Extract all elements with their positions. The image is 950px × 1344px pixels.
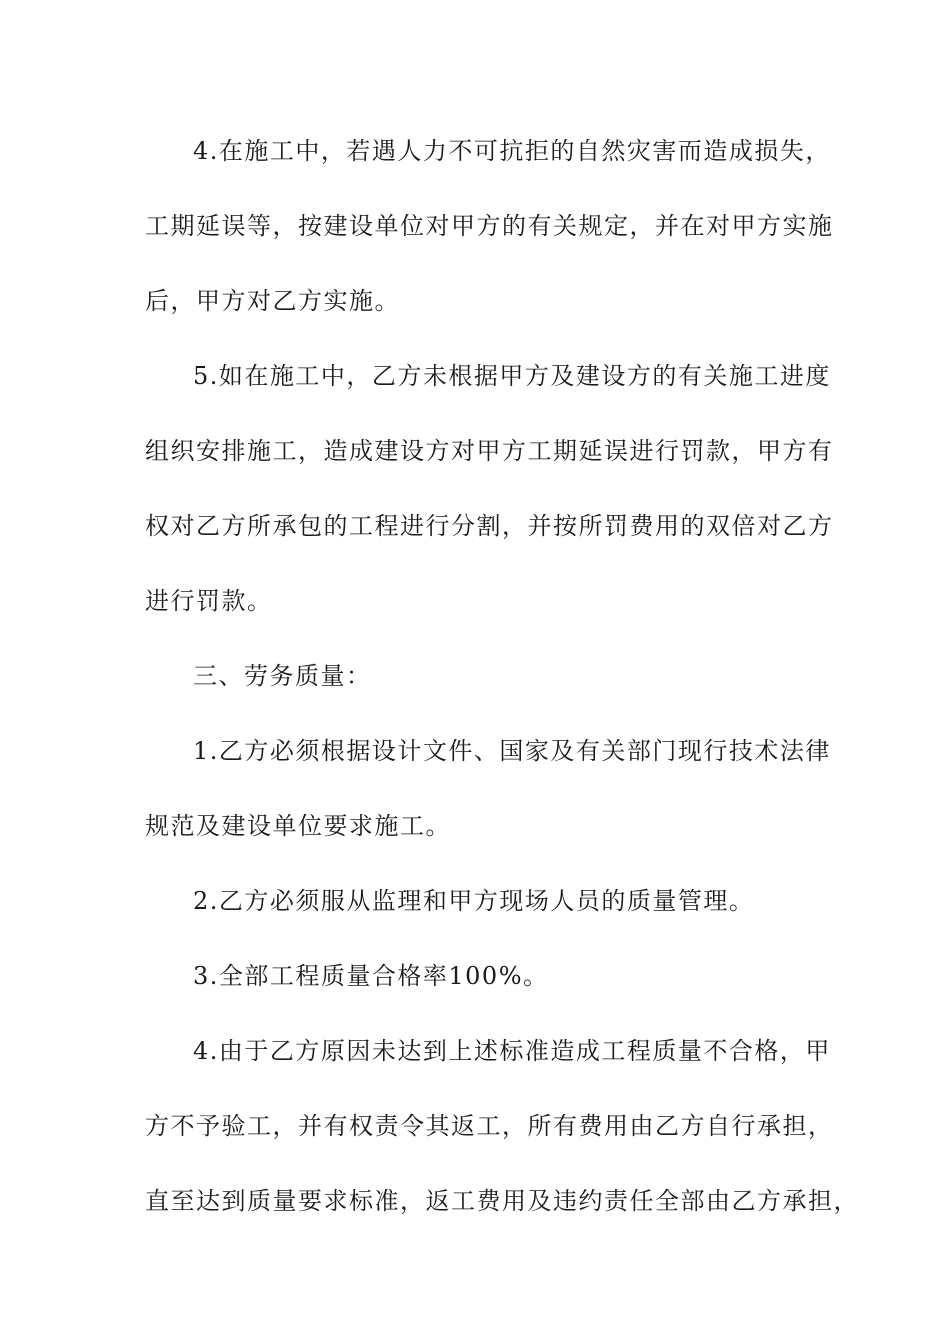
paragraph-line: 2.乙方必须服从监理和甲方现场人员的质量管理。	[193, 887, 755, 915]
paragraph-line: 5.如在施工中，乙方未根据甲方及建设方的有关施工进度	[193, 362, 831, 390]
paragraph-line: 组织安排施工，造成建设方对甲方工期延误进行罚款，甲方有	[145, 437, 834, 465]
paragraph-line: 工期延误等，按建设单位对甲方的有关规定，并在对甲方实施	[145, 212, 834, 240]
paragraph-line: 方不予验工，并有权责令其返工，所有费用由乙方自行承担，	[145, 1112, 834, 1140]
paragraph-line: 3.全部工程质量合格率100%。	[193, 962, 549, 990]
section-heading: 三、劳务质量：	[193, 662, 372, 690]
paragraph-line: 直至达到质量要求标准，返工费用及违约责任全部由乙方承担，	[145, 1187, 859, 1215]
paragraph-line: 后，甲方对乙方实施。	[145, 287, 400, 315]
paragraph-line: 4.由于乙方原因未达到上述标准造成工程质量不合格，甲	[193, 1037, 831, 1065]
paragraph-line: 1.乙方必须根据设计文件、国家及有关部门现行技术法律	[193, 737, 831, 765]
paragraph-line: 进行罚款。	[145, 587, 273, 615]
paragraph-line: 4.在施工中，若遇人力不可抗拒的自然灾害而造成损失，	[193, 137, 831, 165]
paragraph-line: 规范及建设单位要求施工。	[145, 812, 451, 840]
paragraph-line: 权对乙方所承包的工程进行分割，并按所罚费用的双倍对乙方	[145, 512, 834, 540]
